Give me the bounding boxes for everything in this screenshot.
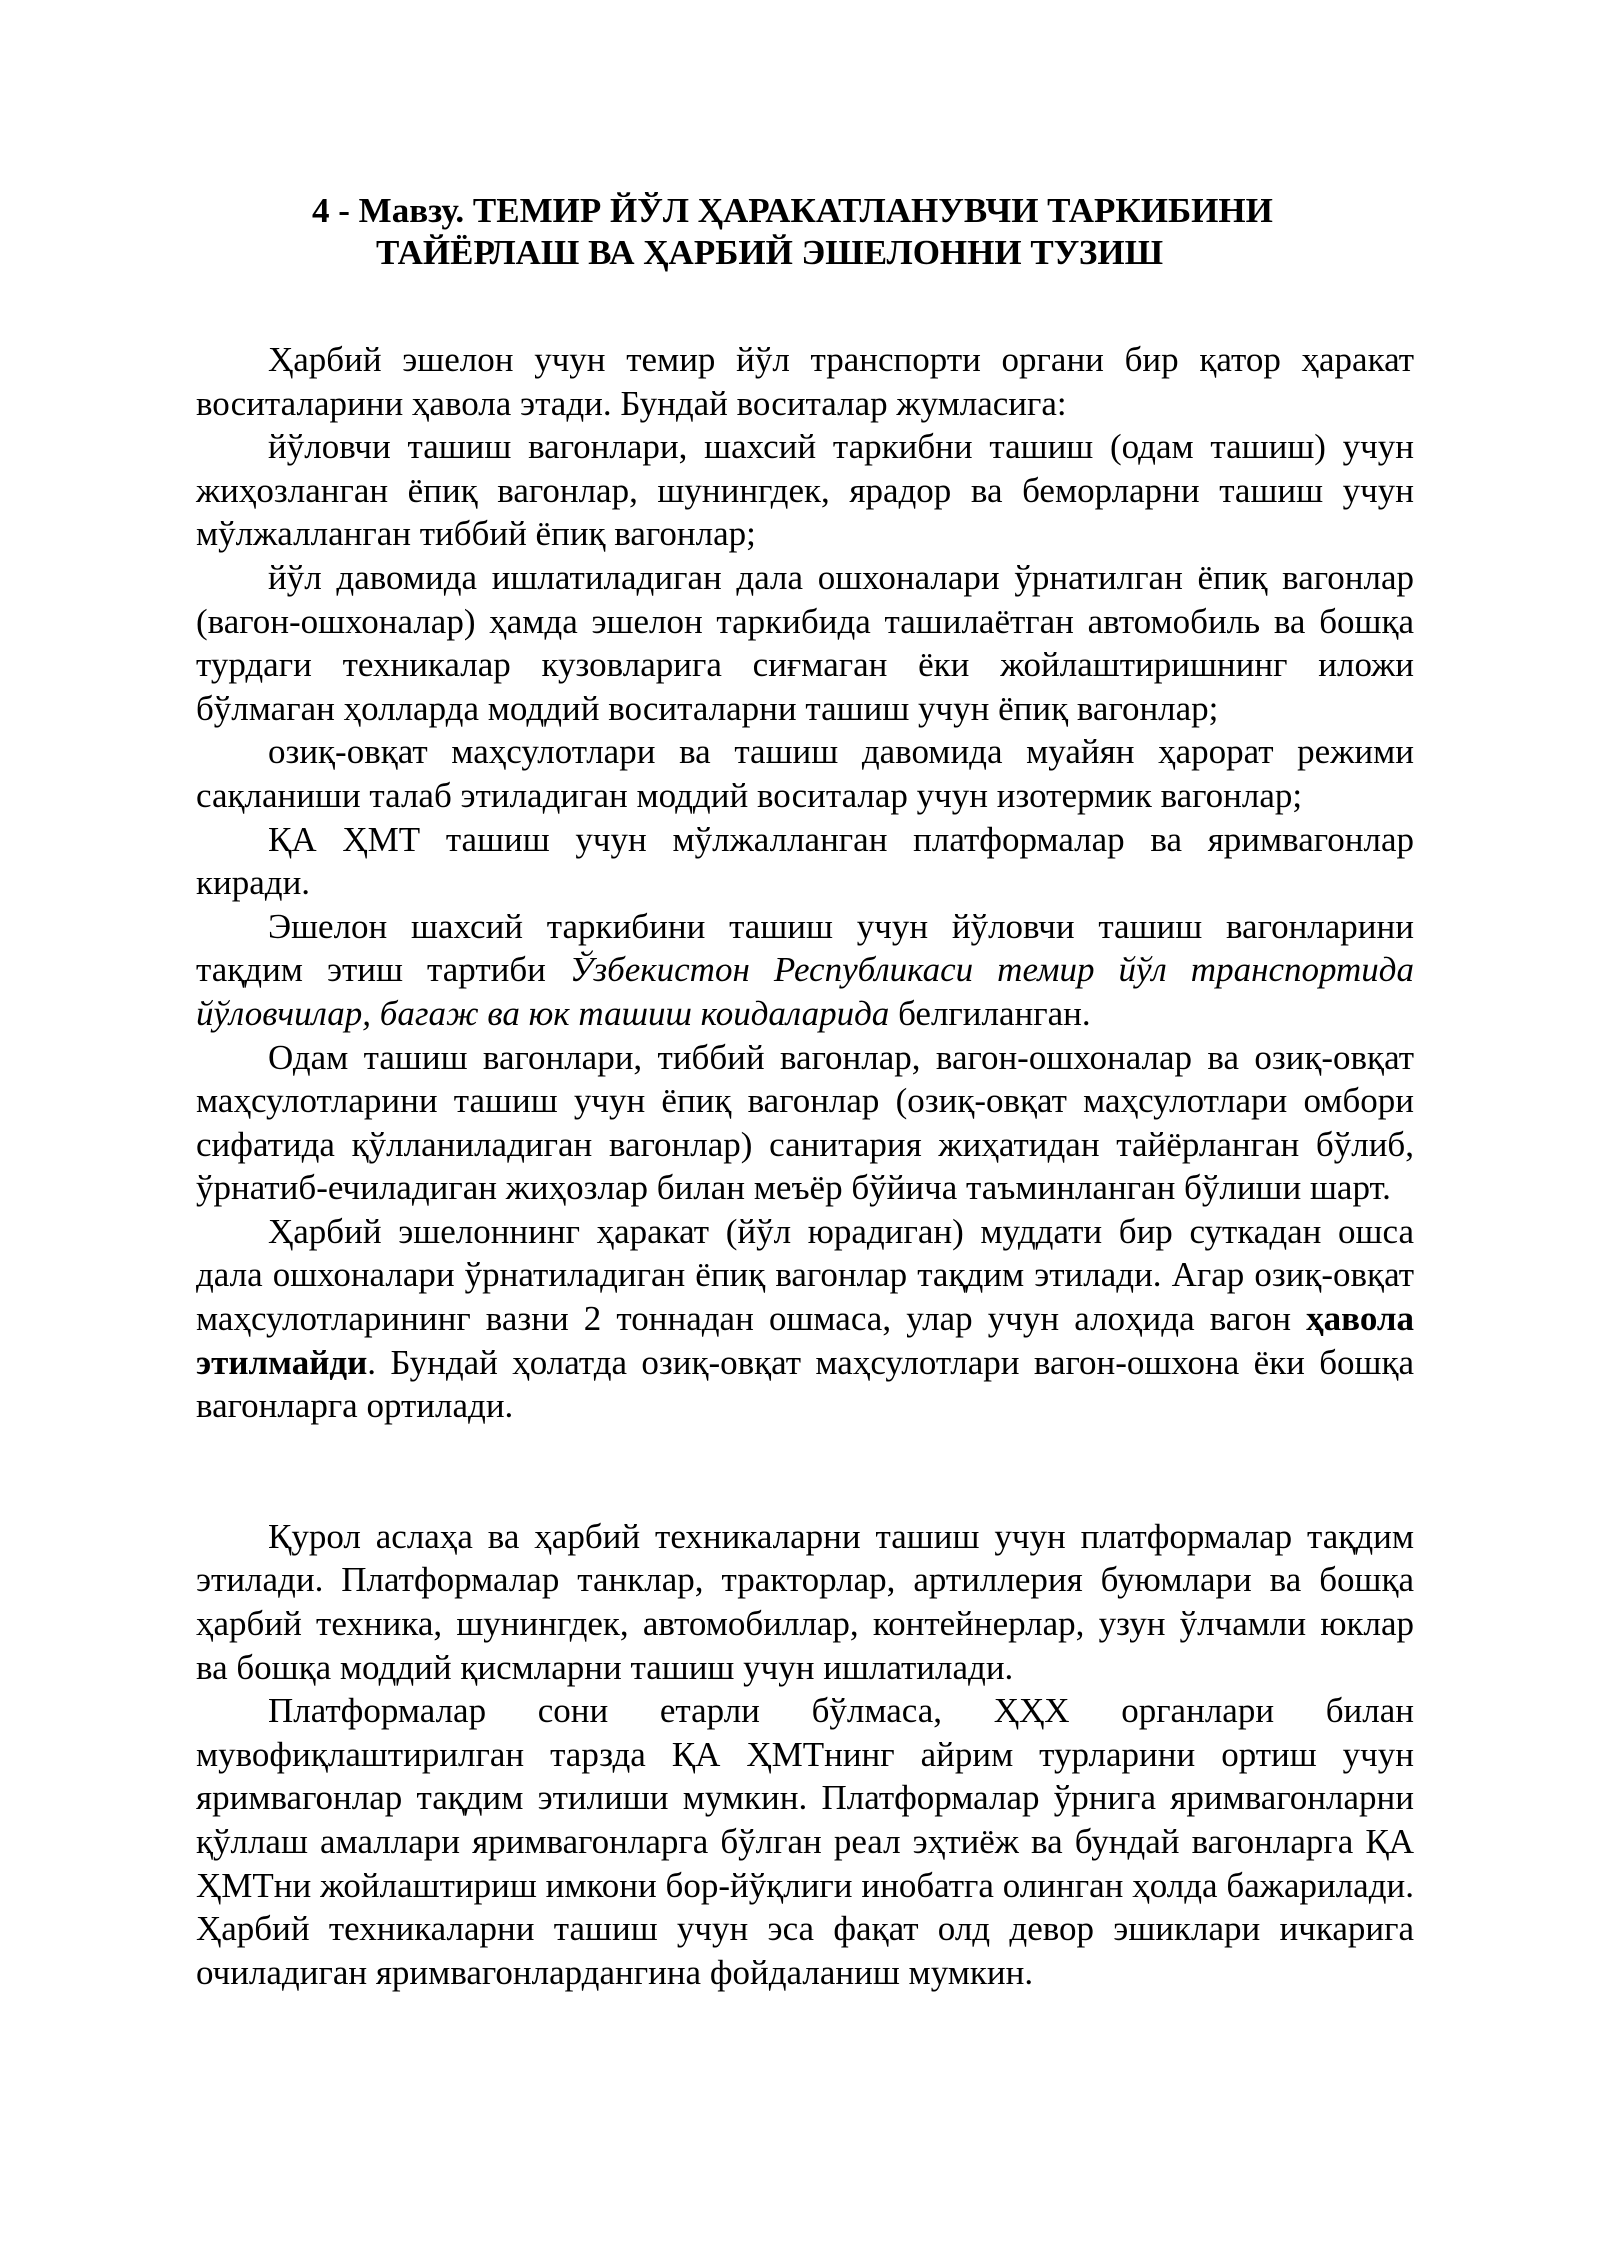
title-line-2: ТАЙЁРЛАШ ВА ҲАРБИЙ ЭШЕЛОННИ ТУЗИШ [376,233,1164,272]
paragraph-platforms: ҚА ҲМТ ташиш учун мўлжалланган платформалар ва яримвагонлар киради. [196,819,1414,903]
paragraph-duration-text-a: Ҳарбий эшелоннинг ҳаракат (йўл юрадиган) муддати бир суткадан ошса дала ошхоналари ўрнатиладиган ёпиқ вагонлар тақдим этилади. Агар озиқ-овқат маҳсулотларининг вазни 2 тоннадан ошмаса, улар учун алоҳида вагон [196,1211,1414,1339]
paragraph-kitchen-cars: йўл давомида ишлатиладиган дала ошхоналари ўрнатилган ёпиқ вагонлар (вагон-ошхоналар) ҳамда эшелон таркибида ташилаётган автомобиль ва бошқа турдаги техникалар кузовларига сиғмаган ёки жойлаштиришнинг иложи бўлмаган ҳолларда моддий воситаларни ташиш учун ёпиқ вагонлар; [196,557,1414,728]
paragraph-weapons-platforms: Қурол аслаҳа ва ҳарбий техникаларни ташиш учун платформалар тақдим этилади. Платформалар танклар, тракторлар, артиллерия буюмлари ва бошқа ҳарбий техника, шунингдек, автомобиллар, контейнерлар, узун ўлчамли юклар ва бошқа моддий қисмларни ташиш учун ишлатилади. [196,1516,1414,1687]
document-body [196,338,1414,1994]
paragraph-passenger-cars: йўловчи ташиш вагонлари, шахсий таркибни ташиш (одам ташиш) учун жиҳозланган ёпиқ вагонлар, шунингдек, ярадор ва беморларни ташиш учун мўлжалланган тиббий ёпиқ вагонлар; [196,427,1414,554]
paragraph-intro: Ҳарбий эшелон учун темир йўл транспорти органи бир қатор ҳаракат воситаларини ҳавола этади. Бундай воситалар жумласига: [196,340,1414,423]
paragraph-rules-text-a: Эшелон шахсий таркибини ташиш учун йўловчи ташиш вагонларини тақдим этиш тартиби [196,906,1414,990]
paragraph-duration-text-c: . Бундай ҳолатда озиқ-овқат маҳсулотлари вагон-ошхона ёки бошқа вагонларга ортилади. [196,1342,1414,1426]
title-line-1: 4 - Мавзу. ТЕМИР ЙЎЛ ҲАРАКАТЛАНУВЧИ ТАРКИБИНИ [312,191,1273,230]
paragraph-sanitary: Одам ташиш вагонлари, тиббий вагонлар, вагон-ошхоналар ва озиқ-овқат маҳсулотларини ташиш учун ёпиқ вагонлар (озиқ-овқат маҳсулотлари омбори сифатида қўлланиладиган вагонлар) санитария жиҳатидан тайёрланган бўлиб, ўрнатиб-ечиладиган жиҳозлар билан меъёр бўйича таъминланган бўлиши шарт. [196,1037,1414,1208]
paragraph-rules-reference [196,905,1414,1036]
emphasis-bold: ҳавола этилмайди [196,1299,1414,1382]
paragraph-isothermal-cars: озиқ-овқат маҳсулотлари ва ташиш давомида муайян ҳарорат режими сақланиши талаб этиладиган моддий воситалар учун изотермик вагонлар; [196,732,1414,815]
rules-title-italic: Ўзбекистон Республикаси темир йўл транспортида йўловчилар, багаж ва юк ташиш коидаларида [196,950,1415,1033]
paragraph-duration [196,1210,1414,1428]
page-title [196,190,1414,274]
document-page [196,190,1414,1994]
paragraph-gondola-cars: Платформалар сони етарли бўлмаса, ҲҲХ органлари билан мувофиқлаштирилган тарзда ҚА ҲМТнинг айрим турларини ортиш учун яримвагонлар тақдим этилиши мумкин. Платформалар ўрнига яримвагонларни қўллаш амаллари яримвагонларга бўлган реал эҳтиёж ва бундай вагонларга ҚА ҲМТни жойлаштириш имкони бор-йўқлиги инобатга олинган ҳолда бажарилади. Ҳарбий техникаларни ташиш учун эса фақат олд девор эшиклари ичкарига очиладиган яримвагонлардангина фойдаланиш мумкин. [196,1691,1414,1992]
paragraph-rules-text-c: белгиланган. [889,993,1091,1033]
